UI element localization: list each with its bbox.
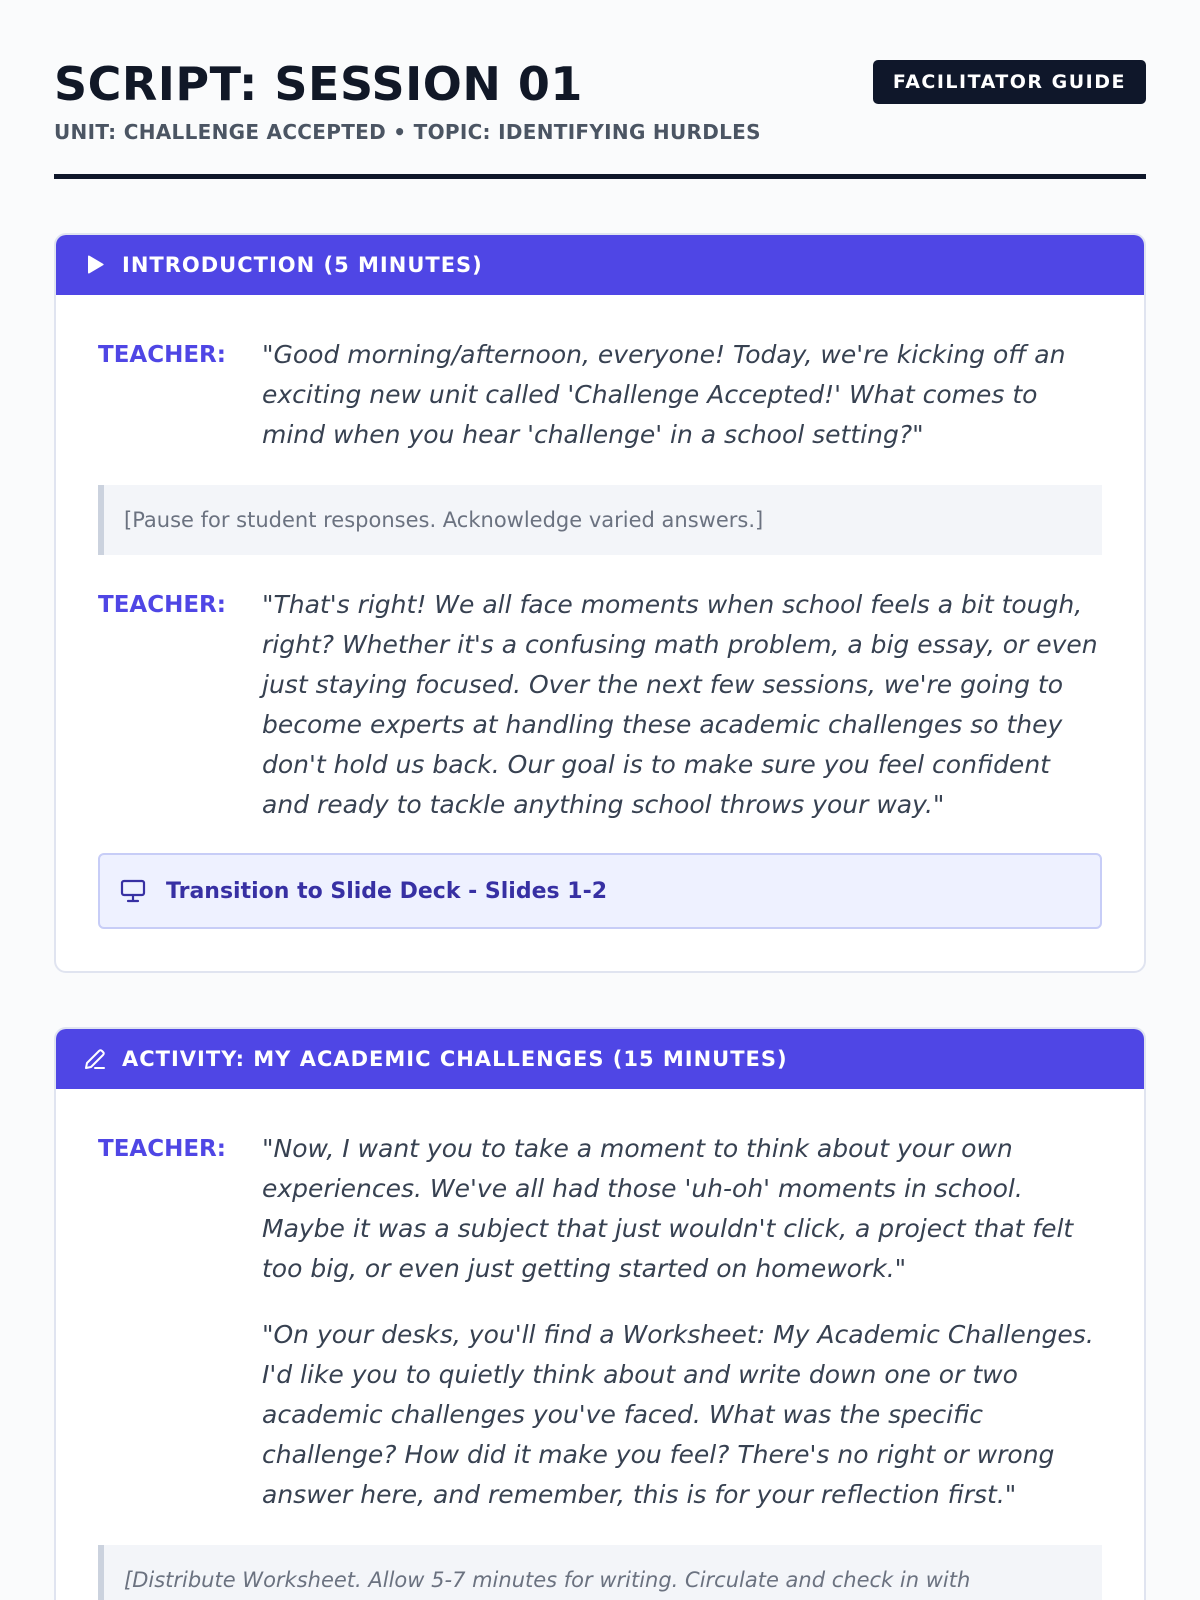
teacher-line — [98, 335, 1102, 455]
activity-header — [56, 1029, 1144, 1089]
unit-topic-subtitle: UNIT: CHALLENGE ACCEPTED • TOPIC: IDENTIFYING HURDLES — [54, 120, 761, 144]
teacher-speech — [262, 585, 1102, 825]
speech-paragraph: "Now, I want you to take a moment to think about your own experiences. We've all had those 'uh-oh' moments in school. Maybe it was a subject that just wouldn't click, a project that felt too big, or even just getting started on homework." — [262, 1134, 1074, 1283]
teacher-line — [98, 1129, 1102, 1515]
stage-direction: [Pause for student responses. Acknowledge varied answers.] — [98, 485, 1102, 555]
facilitator-guide-badge: FACILITATOR GUIDE — [873, 60, 1146, 104]
speaker-label: TEACHER: — [98, 342, 226, 368]
monitor-icon — [120, 877, 148, 905]
pencil-icon — [82, 1046, 108, 1072]
page-title: SCRIPT: SESSION 01 — [54, 57, 583, 111]
introduction-body — [56, 295, 1144, 971]
play-icon — [82, 252, 108, 278]
activity-body — [56, 1089, 1144, 1600]
stage-direction: [Distribute Worksheet. Allow 5-7 minutes for writing. Circulate and check in with — [98, 1545, 1102, 1600]
teacher-speech — [262, 335, 1102, 455]
speech-paragraph: "Good morning/afternoon, everyone! Today, we're kicking off an exciting new unit called 'Challenge Accepted!' What comes to mind when you hear 'challenge' in a school setting?" — [262, 340, 1066, 449]
activity-heading: ACTIVITY: MY ACADEMIC CHALLENGES (15 MINUTES) — [122, 1047, 788, 1071]
speaker-label: TEACHER: — [98, 592, 226, 618]
header-divider — [54, 174, 1146, 179]
introduction-section — [54, 233, 1146, 973]
title-block — [54, 56, 761, 144]
introduction-header — [56, 235, 1144, 295]
speech-paragraph: "On your desks, you'll find a Worksheet: My Academic Challenges. I'd like you to quietly think about and write down one or two academic challenges you've faced. What was the specific challenge? How did it make you feel? There's no right or wrong answer here, and remember, this is for your reflection first." — [262, 1320, 1094, 1509]
document-header — [54, 56, 1146, 144]
transition-label: Transition to Slide Deck - Slides 1-2 — [166, 878, 608, 904]
speaker-label: TEACHER: — [98, 1136, 226, 1162]
introduction-heading: INTRODUCTION (5 MINUTES) — [122, 253, 483, 277]
teacher-speech — [262, 1129, 1102, 1515]
slide-transition-callout[interactable] — [98, 853, 1102, 929]
teacher-line — [98, 585, 1102, 825]
activity-section — [54, 1027, 1146, 1600]
speech-paragraph: "That's right! We all face moments when school feels a bit tough, right? Whether it's a confusing math problem, a big essay, or even just staying focused. Over the next few sessions, we're going to become experts at handling these academic challenges so they don't hold us back. Our goal is to make sure you feel confident and ready to tackle anything school throws your way." — [262, 590, 1098, 819]
